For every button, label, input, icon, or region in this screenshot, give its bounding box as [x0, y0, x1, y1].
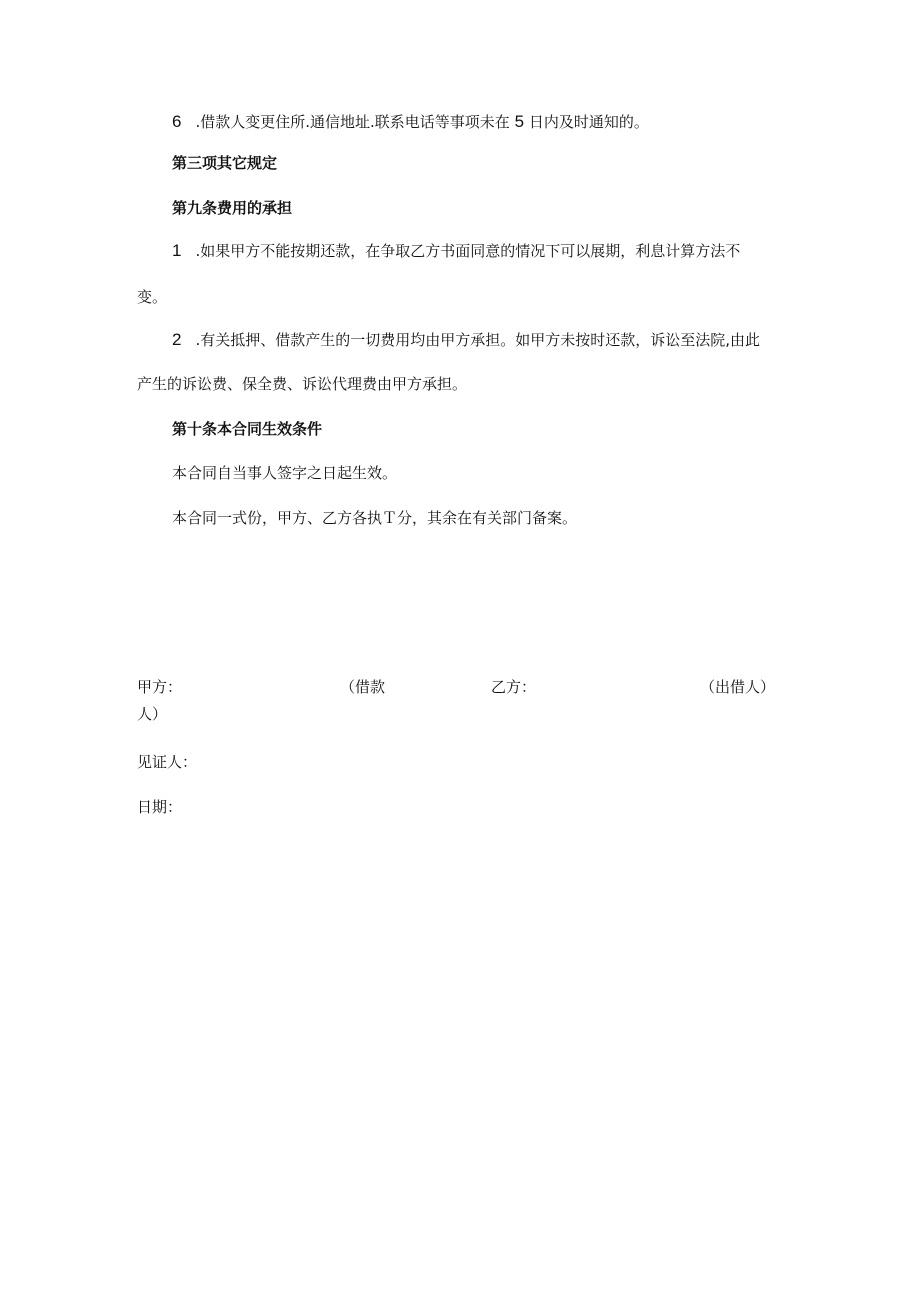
witness-label: 见证人：: [137, 753, 198, 771]
item-text: .有关抵押、借款产生的一切费用均由甲方承担。如甲方未按时还款，诉讼至法院,由此: [195, 331, 761, 349]
party-a-role-continued: 人）: [137, 705, 168, 723]
article-10-paragraph-1: 本合同自当事人签字之日起生效。: [172, 464, 398, 482]
article-9-item-2-line-2: 产生的诉讼费、保全费、诉讼代理费由甲方承担。: [137, 375, 468, 393]
party-b-role: （出借人）: [700, 678, 776, 696]
party-b-label: 乙方：: [491, 678, 537, 696]
item-text-b: 日内及时通知的。: [528, 113, 649, 131]
item-number: 1: [172, 241, 182, 260]
clause-item-6: [172, 112, 649, 132]
item-number: 6: [172, 112, 182, 131]
date-label: 日期：: [137, 798, 183, 816]
item-text-a: .借款人变更住所.通信地址.联系电话等事项未在: [195, 113, 510, 131]
article-9-item-1-line-1: [172, 241, 740, 261]
article-10-title: 第十条本合同生效条件: [172, 420, 323, 438]
article-10-paragraph-2: 本合同一式份，甲方、乙方各执Ｔ分，其余在有关部门备案。: [172, 509, 578, 527]
item-number: 2: [172, 330, 182, 349]
item-inline-number: 5: [514, 112, 525, 131]
article-9-item-2-line-1: [172, 330, 760, 350]
section-3-title: 第三项其它规定: [172, 154, 278, 172]
article-9-item-1-line-2: 变。: [137, 288, 168, 306]
party-a-label: 甲方：: [137, 678, 183, 696]
party-a-role: （借款: [340, 678, 386, 696]
article-9-title: 第九条费用的承担: [172, 199, 293, 217]
item-text: .如果甲方不能按期还款，在争取乙方书面同意的情况下可以展期，利息计算方法不: [195, 242, 741, 260]
